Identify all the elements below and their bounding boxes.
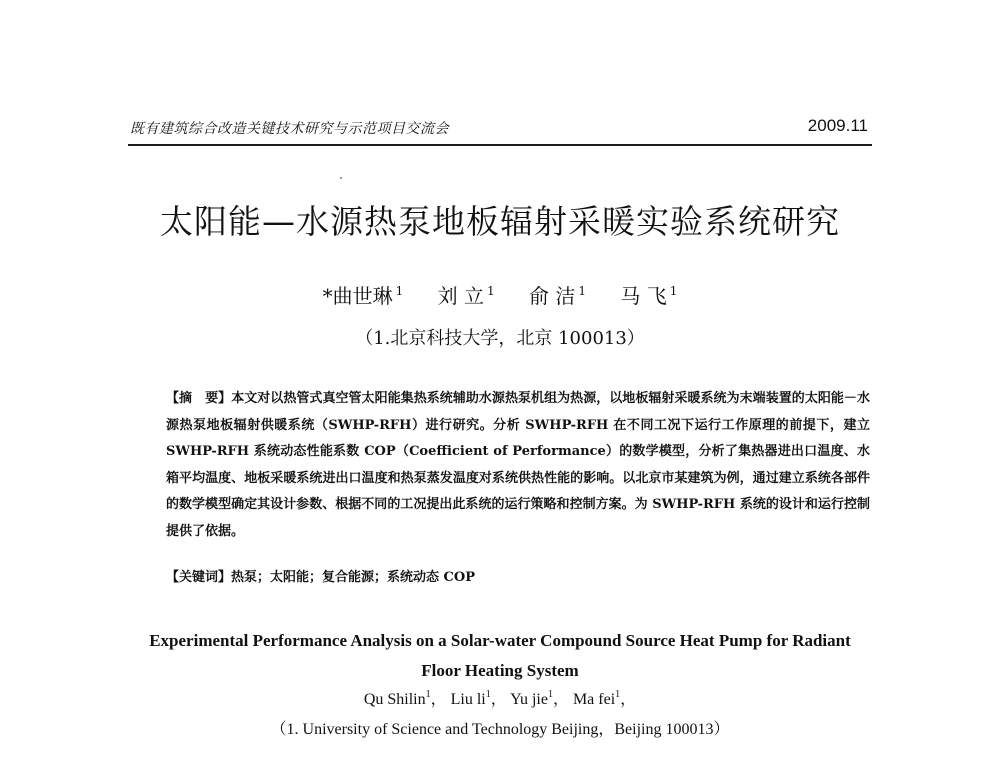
- running-header: [128, 116, 872, 146]
- author-name: 刘 立: [437, 284, 484, 308]
- english-title-line: Floor Heating System: [421, 661, 579, 680]
- author-affiliation-mark: 1: [669, 284, 678, 298]
- english-author-affiliation-mark: 1: [425, 689, 431, 700]
- scan-speck: [340, 177, 342, 179]
- english-author-name: Yu jie: [510, 691, 548, 708]
- author: [323, 280, 404, 309]
- keywords-label: 【关键词】: [166, 570, 232, 585]
- author-separator: ，: [552, 691, 569, 708]
- english-author-name: Ma fei: [572, 691, 616, 708]
- keywords: [166, 566, 866, 585]
- author-name: 俞 洁: [529, 284, 576, 308]
- abstract: [138, 386, 870, 545]
- author-separator: ，: [430, 691, 447, 708]
- english-author-affiliation-mark: 1: [547, 689, 553, 700]
- author-name: *曲世琳: [322, 284, 393, 308]
- english-title-line: Experimental Performance Analysis on a Solar-water Compound Source Heat Pump for Radiant: [149, 631, 851, 650]
- publication-date: 2009.11: [807, 116, 868, 135]
- english-author-affiliation-mark: 1: [615, 689, 621, 700]
- english-author-affiliation-mark: 1: [485, 689, 491, 700]
- author: [529, 280, 586, 309]
- conference-name: 既有建筑综合改造关键技术研究与示范项目交流会: [130, 121, 449, 137]
- english-author-name: Liu li: [450, 691, 486, 708]
- author-affiliation-mark: 1: [395, 284, 404, 298]
- english-title: [0, 626, 1000, 686]
- author-name: 马 飞: [620, 284, 667, 308]
- author-affiliation-mark: 1: [487, 284, 495, 298]
- english-affiliation: （1. University of Science and Technology Beijing，Beijing 100013）: [270, 721, 730, 738]
- paper-title: 太阳能—水源热泵地板辐射采暖实验系统研究: [160, 202, 840, 241]
- author-list: [0, 280, 1000, 309]
- keywords-text: 热泵；太阳能；复合能源；系统动态 COP: [231, 570, 475, 585]
- author-separator: ，: [490, 691, 507, 708]
- author: [438, 280, 495, 309]
- abstract-label: 【摘 要】: [166, 391, 232, 406]
- author-affiliation-mark: 1: [578, 284, 586, 298]
- author-affiliation: （1.北京科技大学，北京 100013）: [355, 328, 645, 349]
- author: [620, 280, 677, 309]
- abstract-paragraph: [138, 386, 870, 545]
- english-author-list: [0, 686, 1000, 709]
- abstract-text: 本文对以热管式真空管太阳能集热系统辅助水源热泵机组为热源，以地板辐射采暖系统为末端装置的太阳能－水源热泵地板辐射供暖系统（SWHP-RFH）进行研究。分析 SWHP-RFH 在不同工况下运行工作原理的前提下，建立 SWHP-RFH 系统动态性能系数 COP（Coefficient of Performance）的数学模型，分析了集热器进出口温度、水箱平均温度、地板采暖系统进出口温度和热泵蒸发温度对系统供热性能的影响。以北京市某建筑为例，通过建立系统各部件的数学模型确定其设计参数、根据不同的工况提出此系统的运行策略和控制方案。为 SWHP-RFH 系统的设计和运行控制提供了依据。: [166, 391, 870, 539]
- english-author-name: Qu Shilin: [363, 691, 426, 708]
- author-separator: ，: [620, 691, 637, 708]
